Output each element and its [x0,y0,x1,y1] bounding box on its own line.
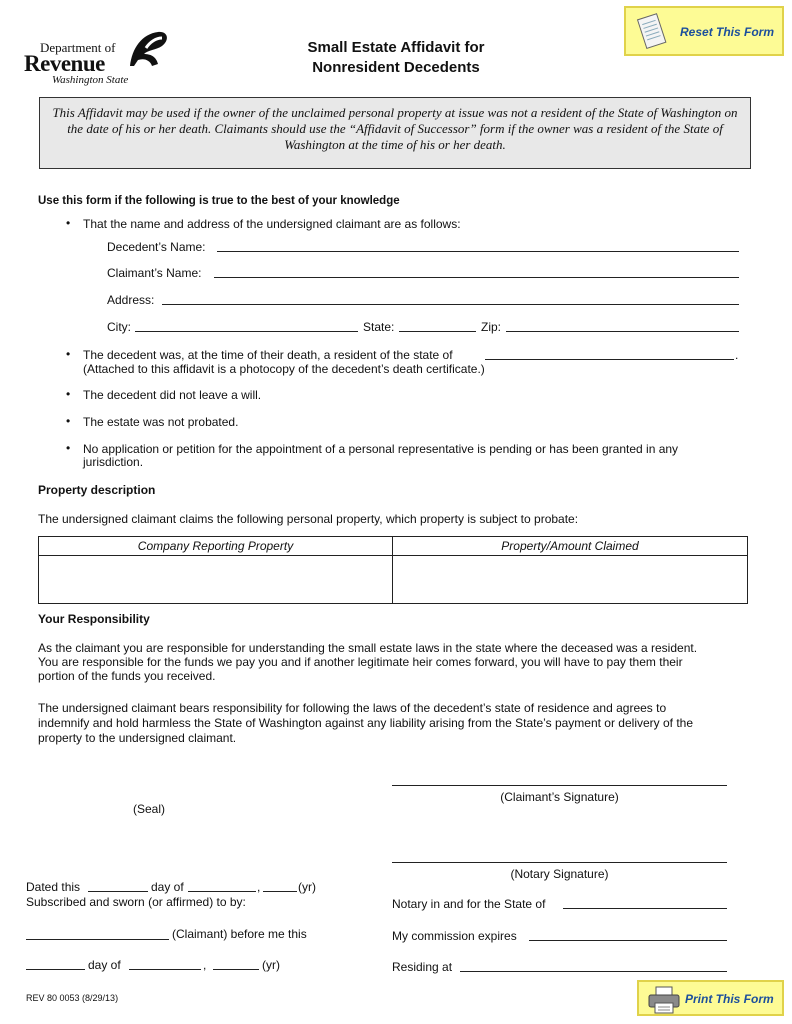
sworn-year-field[interactable] [213,969,259,970]
seal-label: (Seal) [133,802,166,816]
logo-revenue-text: Revenue [24,51,105,76]
form-number: REV 80 0053 (8/29/13) [26,993,119,1003]
responsibility-p1-line1: As the claimant you are responsible for understanding the small estate laws in the state where the deceased was a resident. [38,641,698,655]
city-field[interactable] [135,331,358,332]
responsibility-heading: Your Responsibility [38,612,150,626]
dated-day-field[interactable] [88,891,148,892]
notary-signature-field[interactable] [392,862,727,863]
sworn-comma: , [203,958,207,972]
responsibility-p2-line3: property to the undersigned claimant. [38,731,237,745]
city-label: City: [107,320,131,334]
dated-year-field[interactable] [263,891,297,892]
dor-logo [24,28,174,86]
reset-form-button[interactable] [624,6,784,56]
dated-month-field[interactable] [188,891,256,892]
dor-swirl-icon [124,28,170,68]
bullet-icon: • [66,387,71,401]
decedent-name-field[interactable] [217,251,739,252]
claimant-before-label: (Claimant) before me this [172,927,307,941]
bullet-residence-state: The decedent was, at the time of their death, a resident of the state of [83,348,453,362]
amount-cell[interactable] [393,556,748,604]
dated-this-label: Dated this [26,880,81,894]
dated-day-of-label: day of [151,880,184,894]
section-heading-knowledge: Use this form if the following is true to the best of your knowledge [38,195,400,207]
notary-signature-label: (Notary Signature) [510,867,609,881]
bullet-icon: • [66,414,71,428]
col-amount-header: Property/Amount Claimed [393,537,748,556]
claimant-before-field[interactable] [26,939,169,940]
printer-icon [647,986,681,1014]
bullet-icon: • [66,347,71,361]
residence-state-field[interactable] [485,359,734,360]
subscribed-label: Subscribed and sworn (or affirmed) to by: [26,895,246,909]
claimant-signature-label: (Claimant’s Signature) [500,790,619,804]
property-table [38,536,748,604]
print-form-label: Print This Form [685,992,774,1006]
dated-comma: , [257,880,261,894]
residing-field[interactable] [460,971,727,972]
claimant-name-label: Claimant’s Name: [107,266,202,280]
decedent-name-label: Decedent’s Name: [107,240,206,254]
sworn-day-field[interactable] [26,969,85,970]
responsibility-p1-line2: You are responsible for the funds we pay you and if another legitimate heir comes forward, you will have to pay them their [38,655,683,669]
state-label: State: [363,320,395,334]
responsibility-p1-line3: portion of the funds you received. [38,669,216,683]
bullet-icon: • [66,441,71,455]
bullet-no-will: The decedent did not leave a will. [83,388,262,402]
property-intro: The undersigned claimant claims the following personal property, which property is subject to probate: [38,512,579,526]
sworn-day-of-label: day of [88,958,121,972]
responsibility-p2-line1: The undersigned claimant bears responsibility for following the laws of the decedent’s state of residence and agrees to [38,701,667,715]
address-field[interactable] [162,304,739,305]
bullet-not-probated: The estate was not probated. [83,415,239,429]
sworn-month-field[interactable] [129,969,201,970]
bullet-icon: • [66,216,71,230]
death-certificate-note: (Attached to this affidavit is a photocopy of the decedent’s death certificate.) [83,362,485,376]
logo-state-text: Washington State [52,74,129,86]
claimant-name-field[interactable] [214,277,739,278]
property-heading: Property description [38,483,156,497]
notary-state-field[interactable] [563,908,727,909]
reset-form-label: Reset This Form [680,25,775,39]
commission-label: My commission expires [392,929,517,943]
bullet-name-address: That the name and address of the undersigned claimant are as follows: [83,217,461,231]
zip-label: Zip: [481,320,502,334]
notepad-icon [634,12,670,52]
residing-label: Residing at [392,960,453,974]
responsibility-p2-line2: indemnify and hold harmless the State of Washington against any liability arising from the State’s payment or delivery of the [38,716,694,730]
company-cell[interactable] [39,556,393,604]
address-label: Address: [107,293,155,307]
notice-box: This Affidavit may be used if the owner of the unclaimed personal property at issue was not a resident of the State of Washington on the date of his or her death. Claimants should use the “Affidavit of Successor” form if the owner was a resident of the State of Washington at the time of his or her death. [39,97,751,169]
col-company-header: Company Reporting Property [39,537,393,556]
residence-period: . [735,348,739,362]
state-field[interactable] [399,331,476,332]
bullet-no-application-2: jurisdiction. [83,455,144,469]
dated-yr-label: (yr) [298,880,316,894]
logo-dept-text: Department of [40,40,116,55]
title-line-2: Nonresident Decedents [312,59,480,76]
zip-field[interactable] [506,331,739,332]
title-line-1: Small Estate Affidavit for [307,39,485,56]
commission-field[interactable] [529,940,727,941]
form-title [246,38,546,78]
sworn-yr-label: (yr) [262,958,280,972]
bullet-no-application-1: No application or petition for the appointment of a personal representative is pending or has been granted in any [83,442,679,456]
claimant-signature-field[interactable] [392,785,727,786]
notary-state-label: Notary in and for the State of [392,897,546,911]
print-form-button[interactable] [637,980,784,1016]
